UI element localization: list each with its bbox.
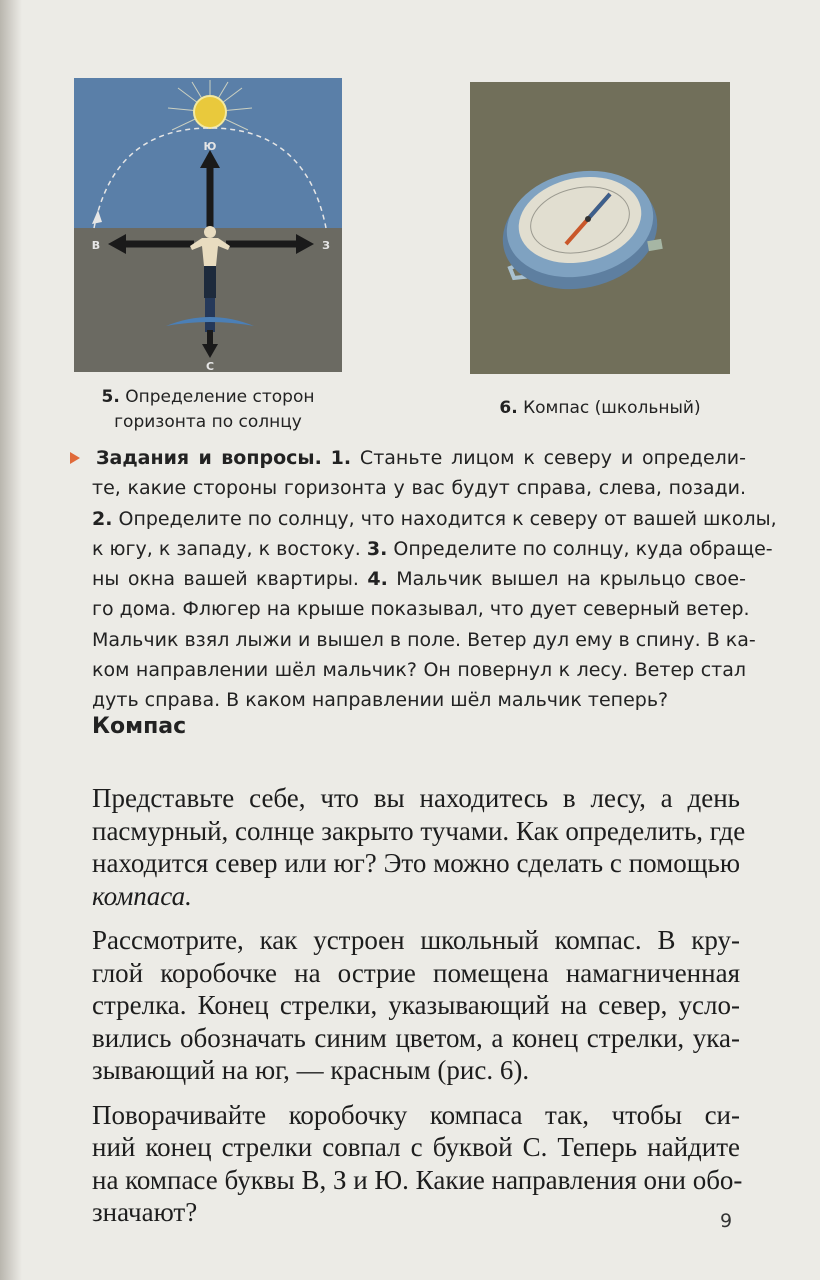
label-south: Ю <box>203 140 217 153</box>
tasks-line-5-a: ны окна вашей квартиры. <box>92 568 368 591</box>
figure-5-caption-line2: горизонта по солнцу <box>114 412 302 432</box>
label-east: З <box>322 239 330 252</box>
figure-5-sun-directions <box>74 78 342 372</box>
tasks-line-2: те, какие стороны горизонта у вас будут справа, слева, позади. <box>92 477 746 500</box>
tasks-line-3 <box>70 504 777 534</box>
p3-line-2: ний конец стрелки совпал с буквой С. Теперь найдите <box>92 1132 740 1162</box>
task-number-4: 4. <box>367 568 388 591</box>
p2-line-3: стрелка. Конец стрелки, указывающий на север, усло- <box>92 990 740 1020</box>
p1-line-4: компаса. <box>92 880 192 911</box>
figure-6-number: 6. <box>499 398 518 418</box>
label-west: В <box>91 239 101 252</box>
tasks-line-8: ком направлении шёл мальчик? Он повернул к лесу. Ветер стал <box>92 659 746 682</box>
figure-6-caption-text: Компас (школьный) <box>523 398 701 418</box>
page-binding-edge <box>0 0 22 1280</box>
p3-line-3: на компасе буквы В, З и Ю. Какие направления они обо- <box>92 1164 743 1195</box>
figure-5-caption <box>74 385 342 435</box>
tasks-line-1-text: Станьте лицом к северу и определи- <box>351 447 746 469</box>
page-number: 9 <box>720 1210 733 1232</box>
p2-line-1: Рассмотрите, как устроен школьный компас. В кру- <box>92 925 740 955</box>
p1-line-2: пасмурный, солнце закрыто тучами. Как определить, где <box>92 815 746 846</box>
label-north: С <box>205 360 215 372</box>
task-marker-icon <box>70 452 80 464</box>
figure-6-compass <box>470 82 730 374</box>
task-number-2: 2. <box>92 507 113 530</box>
tasks-line-5-b: Мальчик вышел на крыльцо свое- <box>387 568 746 591</box>
p1-line-3: находится север или юг? Это можно сделать с помощью <box>92 848 740 878</box>
p2-line-5: зывающий на юг, — красным (рис. 6). <box>92 1055 530 1085</box>
tasks-title: Задания и вопросы. <box>96 447 322 469</box>
tasks-line-6: го дома. Флюгер на крыше показывал, что дует северный ветер. <box>92 598 750 621</box>
p1-line-1: Представьте себе, что вы находитесь в лесу, а день <box>92 783 740 813</box>
tasks-line-9: дуть справа. В каком направлении шёл мальчик теперь? <box>92 689 669 712</box>
p3-line-4: значают? <box>92 1197 198 1227</box>
tasks-line-4-b: Определите по солнцу, куда обраще- <box>387 537 773 560</box>
tasks-line-3-text: Определите по солнцу, что находится к северу от вашей школы, <box>112 507 777 530</box>
tasks-line-1 <box>70 443 746 473</box>
task-number-1: 1. <box>330 447 352 469</box>
figure-5-caption-line1: Определение сторон <box>125 387 315 407</box>
p3-line-1: Поворачивайте коробочку компаса так, чтобы си- <box>92 1099 740 1130</box>
tasks-line-7: Мальчик взял лыжи и вышел в поле. Ветер дул ему в спину. В ка- <box>92 628 756 651</box>
tasks-line-5 <box>70 564 746 594</box>
p2-line-4: вились обозначать синим цветом, а конец стрелки, ука- <box>92 1022 740 1053</box>
section-heading: Компас <box>92 714 187 739</box>
p2-line-2: глой коробочке на острие помещена намагниченная <box>92 957 740 988</box>
tasks-line-4 <box>70 534 773 564</box>
task-number-3: 3. <box>366 537 388 560</box>
tasks-and-questions <box>70 443 777 716</box>
figure-6-caption <box>470 396 730 421</box>
tasks-line-4-a: к югу, к западу, к востоку. <box>92 537 367 560</box>
body-text <box>92 782 746 1229</box>
figure-5-number: 5. <box>101 387 120 407</box>
